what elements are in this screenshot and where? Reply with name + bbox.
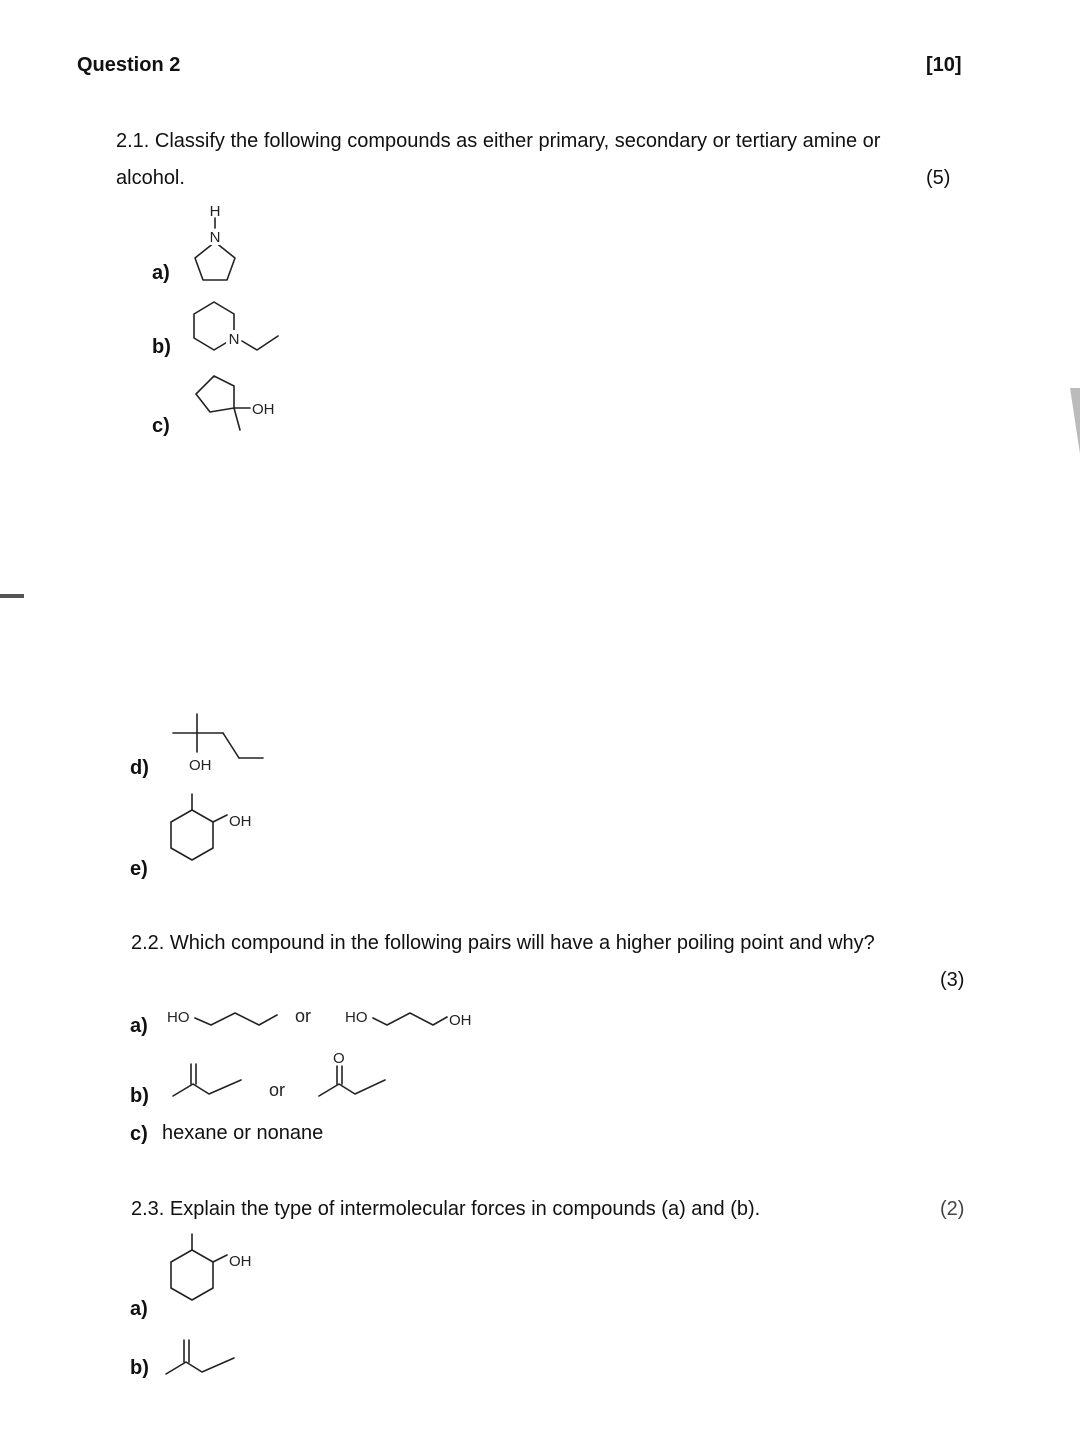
q23-b-structure xyxy=(160,1332,250,1382)
q21-a-n-atom: N xyxy=(209,229,221,246)
q22-a-right-oh: OH xyxy=(449,1012,472,1029)
q21-prompt-line1: 2.1. Classify the following compounds as either primary, secondary or tertiary amine or xyxy=(116,130,881,152)
q21-item-d-label: d) xyxy=(130,757,149,779)
q21-e-cyclohexylmethanol-structure xyxy=(165,790,265,875)
q22-item-a-label: a) xyxy=(130,1015,148,1037)
q22-a-left-ho: HO xyxy=(167,1009,190,1026)
q23-marks: (2) xyxy=(940,1198,965,1220)
q21-d-oh-group: OH xyxy=(189,757,212,774)
q22-item-b-label: b) xyxy=(130,1085,149,1107)
q21-c-oh-group: OH xyxy=(252,401,275,418)
q21-b-ethylpiperidine-structure xyxy=(182,296,287,358)
q23-item-b-label: b) xyxy=(130,1357,149,1379)
q22-marks: (3) xyxy=(940,969,965,991)
q22-prompt: 2.2. Which compound in the following pairs will have a higher poiling point and why? xyxy=(131,932,875,954)
q21-item-c-label: c) xyxy=(152,415,170,437)
q22-b-o-atom: O xyxy=(333,1050,345,1067)
q23-a-cyclohexylmethanol-structure xyxy=(165,1230,265,1315)
q22-a-structures xyxy=(165,1000,485,1040)
q22-b-structures xyxy=(165,1048,405,1108)
q21-item-a-label: a) xyxy=(152,262,170,284)
q21-d-tertiary-alcohol-structure xyxy=(165,708,275,783)
q21-e-oh-group: OH xyxy=(229,813,252,830)
question-title: Question 2 xyxy=(77,54,181,76)
q23-prompt: 2.3. Explain the type of intermolecular forces in compounds (a) and (b). xyxy=(131,1198,761,1220)
q22-c-text: hexane or nonane xyxy=(162,1122,324,1144)
q23-a-oh-group: OH xyxy=(229,1253,252,1270)
q21-a-pyrrolidine-structure xyxy=(185,200,245,285)
q22-b-or: or xyxy=(269,1080,286,1100)
scan-edge-mark-left xyxy=(0,592,26,600)
scan-edge-mark-right xyxy=(1070,388,1080,458)
q21-prompt-line2: alcohol. xyxy=(116,167,185,189)
q21-b-n-atom: N xyxy=(228,331,240,348)
q21-c-methylcyclopentanol-structure xyxy=(190,368,290,438)
q21-item-e-label: e) xyxy=(130,858,148,880)
q22-item-c-label: c) xyxy=(130,1123,148,1145)
q21-a-h-atom: H xyxy=(209,203,221,220)
question-total-marks: [10] xyxy=(926,54,962,76)
q22-a-right-ho: HO xyxy=(345,1009,368,1026)
q21-item-b-label: b) xyxy=(152,336,171,358)
q22-a-or: or xyxy=(295,1006,312,1026)
q21-marks: (5) xyxy=(926,167,951,189)
q23-item-a-label: a) xyxy=(130,1298,148,1320)
